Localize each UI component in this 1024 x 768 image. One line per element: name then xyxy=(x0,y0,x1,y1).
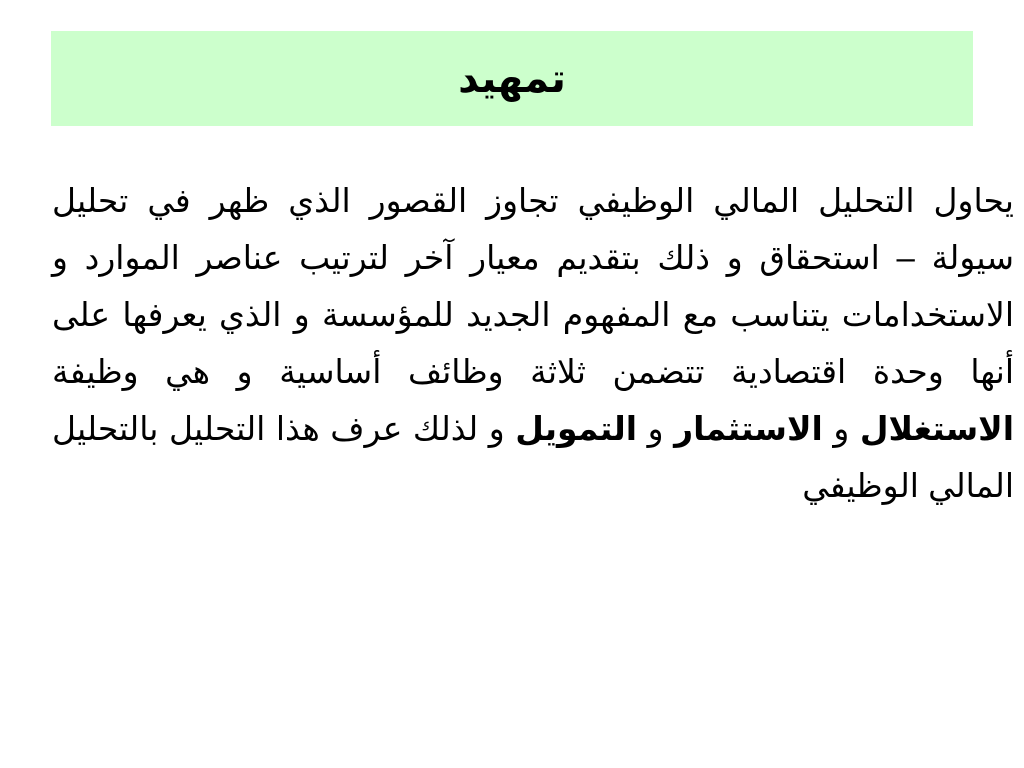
paragraph-intro: يحاول التحليل المالي الوظيفي تجاوز القصور الذي ظهر في تحليل سيولة – استحقاق و ذلك بتقديم معيار آخر لترتيب عناصر الموارد و الاستخدامات يتناسب مع المفهوم الجديد للمؤسسة و الذي يعرفها على أنها وحدة اقتصادية تتضمن ثلاثة وظائف أساسية و هي وظيفة xyxy=(52,182,1014,390)
conjunction-1: و xyxy=(833,410,850,447)
paragraph-outro: و لذلك عرف هذا التحليل بالتحليل المالي الوظيفي xyxy=(52,410,1014,504)
conjunction-2: و xyxy=(647,410,664,447)
function-exploitation: الاستغلال xyxy=(859,410,1015,447)
function-financing: التمويل xyxy=(515,410,638,447)
function-investment: الاستثمار xyxy=(674,410,823,447)
slide-title: تمهيد xyxy=(458,56,566,101)
body-paragraph xyxy=(52,172,1014,514)
title-bar xyxy=(51,31,973,126)
